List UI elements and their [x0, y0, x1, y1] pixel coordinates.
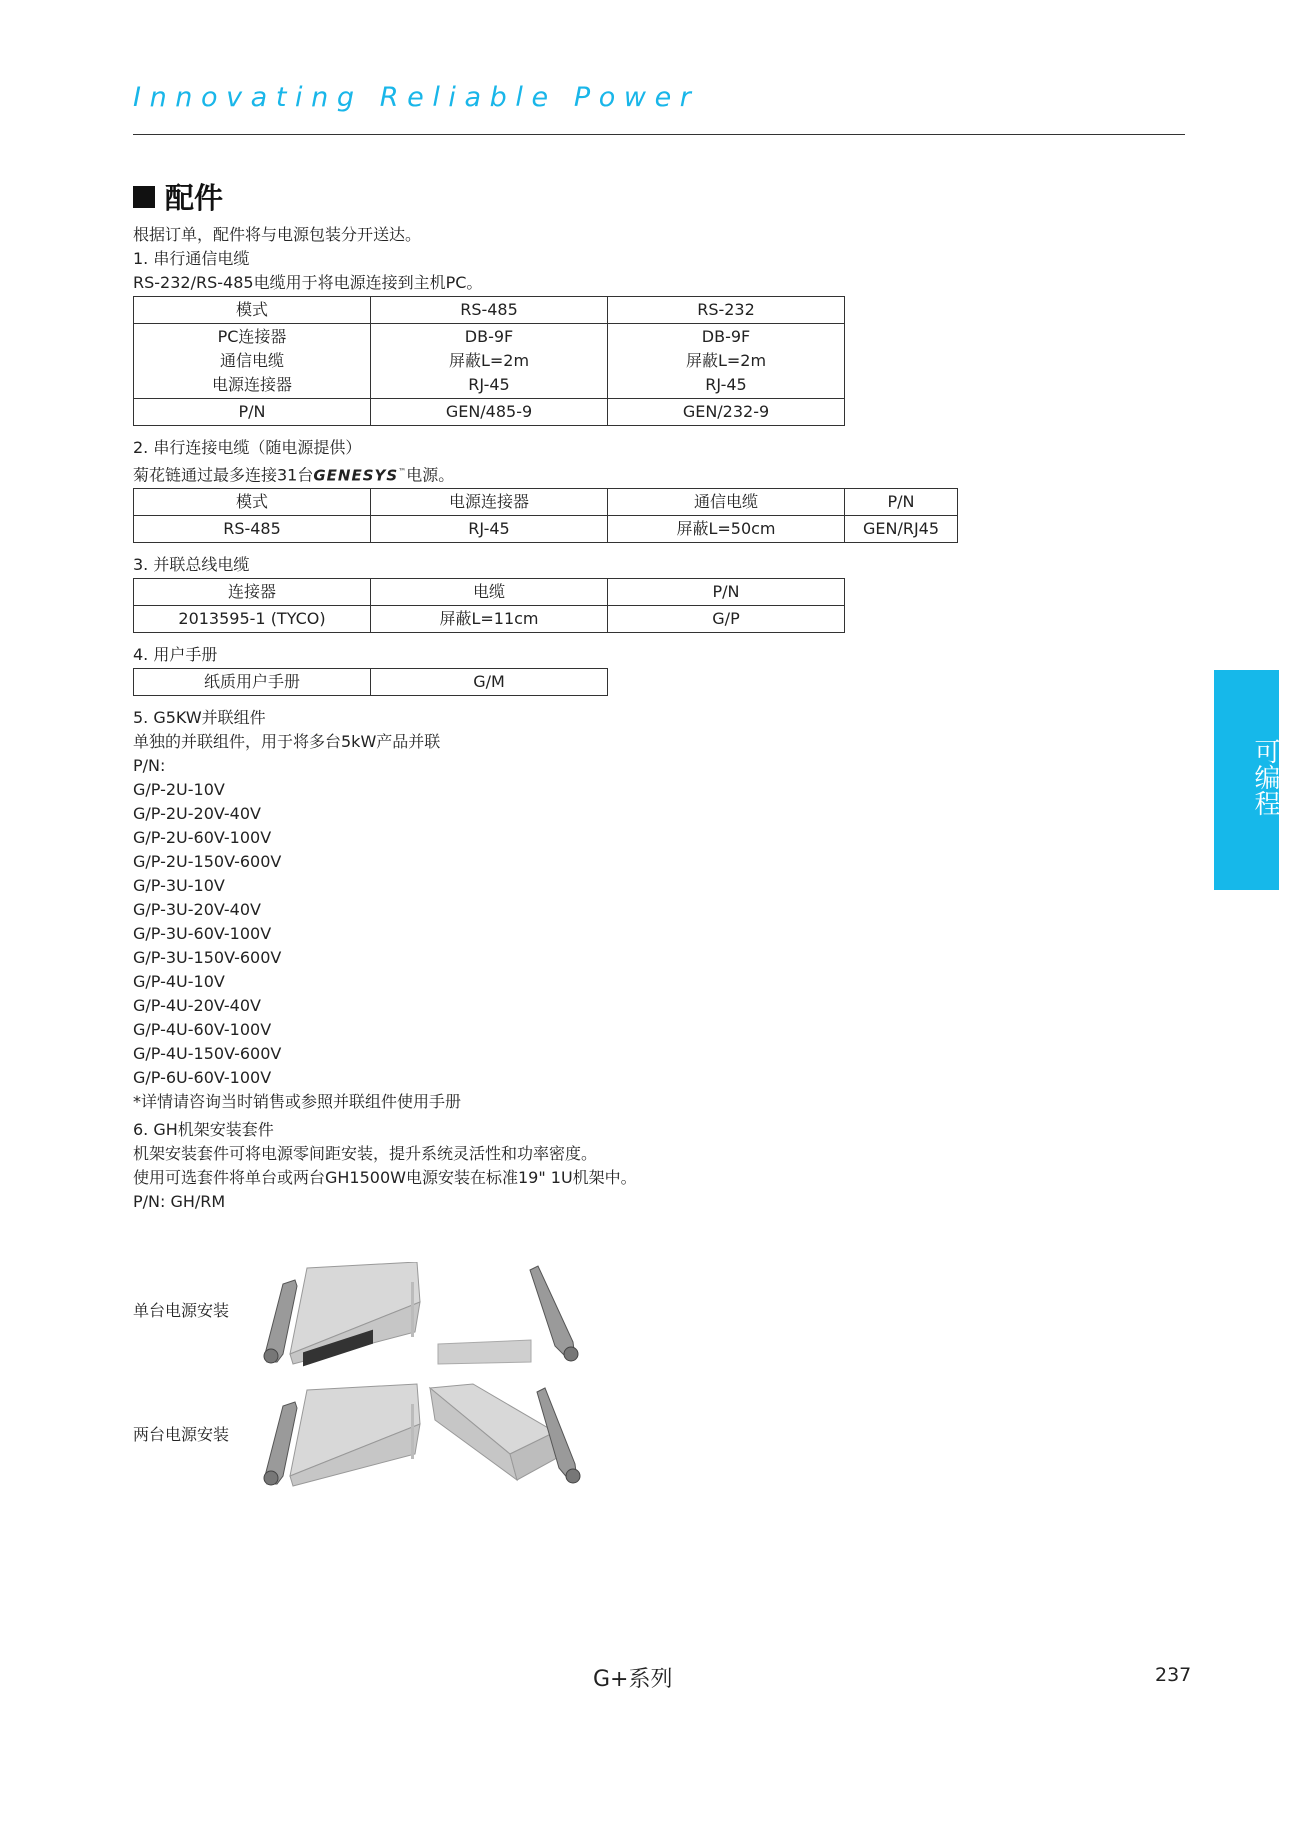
side-category-tab	[1214, 670, 1279, 890]
table-cell-line: 屏蔽L=2m	[685, 351, 767, 370]
table-row	[134, 399, 845, 426]
item2-desc-post: 电源。	[406, 465, 455, 485]
part-number: G/P-2U-150V-600V	[133, 852, 282, 872]
power-supply-unit-icon	[290, 1262, 420, 1366]
link-cable-table	[133, 488, 958, 543]
dual-install-label: 两台电源安装	[133, 1425, 230, 1444]
table-header-cell: 通信电缆	[608, 489, 845, 516]
power-supply-unit-icon	[290, 1384, 420, 1486]
screw-icon	[411, 1282, 414, 1337]
power-supply-unit-icon	[430, 1384, 557, 1480]
table-cell: GEN/232-9	[608, 399, 845, 426]
single-install-illustration	[255, 1262, 600, 1370]
part-number: G/P-3U-60V-100V	[133, 924, 272, 944]
part-number: G/P-4U-150V-600V	[133, 1044, 282, 1064]
table-cell: 屏蔽L=50cm	[608, 516, 845, 543]
table-row	[134, 516, 958, 543]
serial-cable-table	[133, 296, 845, 426]
rack-bracket-right-icon	[530, 1266, 578, 1361]
content-body	[133, 223, 1133, 1214]
section-title	[133, 176, 223, 217]
table-cell: 2013595-1 (TYCO)	[134, 606, 371, 633]
table-cell: RS-485	[134, 516, 371, 543]
filler-plate-icon	[438, 1340, 531, 1364]
table-cell	[608, 324, 845, 399]
item6-desc2: 使用可选套件将单台或两台GH1500W电源安装在标准19" 1U机架中。	[133, 1168, 637, 1188]
table-header-row	[134, 489, 958, 516]
item5-desc: 单独的并联组件，用于将多台5kW产品并联	[133, 732, 441, 752]
table-header-cell: 模式	[134, 297, 371, 324]
table-cell-line: 屏蔽L=2m	[448, 351, 530, 370]
page-number: 237	[1155, 1664, 1192, 1686]
footer-series: G+系列	[593, 1667, 673, 1692]
item3-title: 3. 并联总线电缆	[133, 555, 250, 575]
part-number: G/P-2U-10V	[133, 780, 225, 800]
table-header-cell: P/N	[845, 489, 958, 516]
header-divider	[133, 134, 1185, 135]
parallel-cable-table	[133, 578, 845, 633]
table-header-cell: 电缆	[371, 579, 608, 606]
trademark-symbol: ™	[398, 467, 407, 476]
part-number: G/P-3U-20V-40V	[133, 900, 261, 920]
table-header-cell: P/N	[608, 579, 845, 606]
section-title-text: 配件	[165, 181, 224, 215]
table-header-cell: RS-485	[371, 297, 608, 324]
table-header-row	[134, 297, 845, 324]
table-cell-line: PC连接器	[217, 327, 287, 346]
item5-title: 5. G5KW并联组件	[133, 708, 266, 728]
item1-title: 1. 串行通信电缆	[133, 249, 250, 268]
part-number: G/P-3U-150V-600V	[133, 948, 282, 968]
table-cell-line: DB-9F	[701, 327, 751, 346]
table-header-cell: 连接器	[134, 579, 371, 606]
table-cell: G/M	[371, 669, 608, 696]
table-cell-line: DB-9F	[464, 327, 514, 346]
table-header-row	[134, 579, 845, 606]
table-cell-line: 电源连接器	[211, 375, 292, 394]
part-number: G/P-4U-10V	[133, 972, 225, 992]
table-row	[134, 606, 845, 633]
item1-desc: RS-232/RS-485电缆用于将电源连接到主机PC。	[133, 273, 483, 292]
intro-text: 根据订单，配件将与电源包装分开送达。	[133, 225, 422, 244]
item5-pn-label: P/N:	[133, 756, 166, 776]
part-number: G/P-3U-10V	[133, 876, 225, 896]
table-cell-line: 通信电缆	[219, 351, 284, 370]
table-cell: RJ-45	[371, 516, 608, 543]
table-header-cell: RS-232	[608, 297, 845, 324]
item4-title: 4. 用户手册	[133, 645, 218, 665]
square-bullet-icon	[133, 186, 155, 208]
table-cell-line: RJ-45	[705, 375, 747, 394]
table-row	[134, 669, 608, 696]
table-cell: P/N	[134, 399, 371, 426]
table-cell	[134, 324, 371, 399]
table-header-cell: 模式	[134, 489, 371, 516]
table-header-cell: 电源连接器	[371, 489, 608, 516]
screw-icon	[411, 1404, 414, 1459]
dual-install-illustration	[255, 1380, 600, 1490]
table-cell: G/P	[608, 606, 845, 633]
item6-pn: P/N: GH/RM	[133, 1192, 226, 1212]
header-tagline: Innovating Reliable Power	[133, 82, 700, 113]
side-tab-label: 可编程	[1250, 738, 1280, 816]
part-number: G/P-6U-60V-100V	[133, 1068, 272, 1088]
part-number: G/P-2U-60V-100V	[133, 828, 272, 848]
item6-title: 6. GH机架安装套件	[133, 1120, 274, 1140]
single-install-label: 单台电源安装	[133, 1301, 230, 1320]
part-number: G/P-2U-20V-40V	[133, 804, 261, 824]
table-cell: 屏蔽L=11cm	[371, 606, 608, 633]
part-number: G/P-4U-60V-100V	[133, 1020, 272, 1040]
table-row	[134, 324, 845, 399]
item5-note: *详情请咨询当时销售或参照并联组件使用手册	[133, 1092, 462, 1112]
table-cell: GEN/RJ45	[845, 516, 958, 543]
item2-desc	[133, 460, 1133, 487]
item2-title: 2. 串行连接电缆（随电源提供）	[133, 438, 362, 457]
table-cell: GEN/485-9	[371, 399, 608, 426]
table-cell: 纸质用户手册	[134, 669, 371, 696]
table-cell	[371, 324, 608, 399]
item6-desc1: 机架安装套件可将电源零间距安装，提升系统灵活性和功率密度。	[133, 1144, 598, 1164]
part-number: G/P-4U-20V-40V	[133, 996, 261, 1016]
genesys-brand: GENESYS	[313, 466, 399, 485]
manual-table	[133, 668, 608, 696]
item2-desc-pre: 菊花链通过最多连接31台	[133, 465, 314, 485]
table-cell-line: RJ-45	[468, 375, 510, 394]
